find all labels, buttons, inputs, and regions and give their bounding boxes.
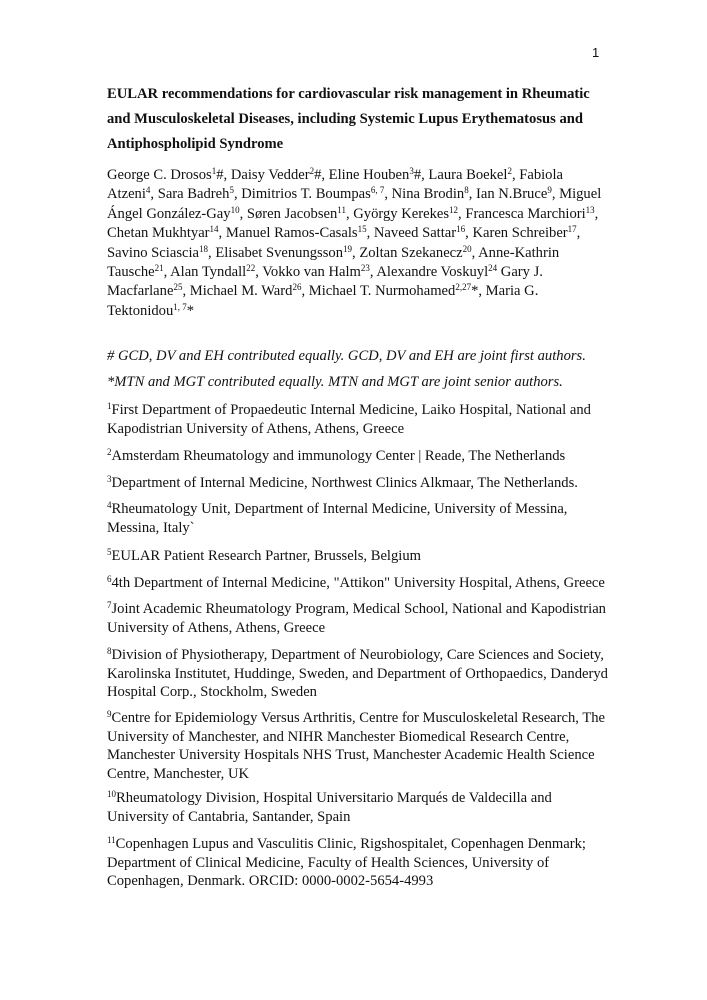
author-text: , Søren Jacobsen	[239, 205, 338, 222]
author-text: Macfarlane	[107, 283, 174, 300]
affiliation-text: University of Cantabria, Santander, Spain	[107, 808, 351, 825]
author-text: *, Maria G.	[471, 283, 539, 300]
affiliation-line	[107, 619, 627, 638]
author-text: Tektonidou	[107, 302, 174, 319]
affiliation-text: Kapodistrian University of Athens, Athens, Greece	[107, 420, 405, 437]
affiliation-superscript: 19	[343, 243, 353, 254]
title-line: Antiphospholipid Syndrome	[107, 136, 284, 152]
author-text: , Fabiola	[511, 167, 564, 183]
author-text: , Sara Badreh	[150, 186, 230, 203]
author-list	[107, 166, 627, 321]
affiliation-line	[107, 547, 627, 566]
affiliation-line	[107, 665, 627, 684]
affiliation-9	[107, 709, 627, 783]
affiliation-superscript: 16	[456, 224, 466, 235]
affiliation-text: Joint Academic Rheumatology Program, Medical School, National and Kapodistrian	[111, 601, 606, 617]
affiliation-text: Department of Clinical Medicine, Faculty of Health Sciences, University of	[107, 854, 550, 871]
author-text: #, Laura Boekel	[413, 167, 508, 183]
affiliation-superscript: 24	[488, 263, 498, 274]
affiliation-line	[107, 854, 627, 873]
affiliation-superscript: 25	[173, 282, 183, 293]
author-text: Savino Sciascia	[107, 244, 200, 261]
author-text: , Anne-Kathrin	[471, 244, 560, 261]
affiliation-superscript: 17	[567, 224, 577, 235]
equal-contribution-note-first: # GCD, DV and EH contributed equally. GCD, DV and EH are joint first authors.	[107, 348, 586, 364]
affiliation-11	[107, 835, 627, 891]
affiliation-line	[107, 746, 627, 765]
affiliation-superscript: 6, 7	[370, 185, 385, 196]
author-line	[107, 263, 627, 282]
affiliation-superscript: 11	[337, 204, 346, 215]
affiliation-number: 2	[107, 447, 112, 457]
author-text: , Dimitrios T. Boumpas	[233, 186, 371, 203]
author-text: , Miguel	[551, 186, 602, 203]
affiliation-10	[107, 789, 627, 826]
affiliation-text: Amsterdam Rheumatology and immunology Center | Reade, The Netherlands	[111, 448, 566, 464]
author-text: , Vokko van Halm	[255, 264, 361, 281]
affiliation-number: 9	[107, 709, 112, 719]
author-text: , Manuel Ramos-Casals	[218, 225, 358, 242]
affiliation-superscript: 15	[357, 224, 367, 235]
affiliation-superscript: 23	[360, 263, 370, 274]
page-number: 1	[592, 45, 600, 60]
affiliation-text: 4th Department of Internal Medicine, "Attikon" University Hospital, Athens, Greece	[111, 575, 605, 591]
author-line	[107, 244, 627, 263]
author-line	[107, 185, 627, 204]
affiliation-superscript: 18	[199, 243, 209, 254]
affiliation-number: 5	[107, 547, 112, 557]
affiliation-2	[107, 447, 627, 466]
equal-contribution-note-senior: *MTN and MGT contributed equally. MTN and MGT are joint senior authors.	[107, 374, 563, 390]
affiliation-text: Centre, Manchester, UK	[107, 765, 250, 782]
affiliation-superscript: 2	[309, 166, 315, 176]
affiliation-superscript: 10	[230, 204, 240, 215]
affiliation-superscript: 26	[292, 282, 302, 293]
author-text: #, Daisy Vedder	[216, 167, 310, 183]
affiliation-superscript: 13	[585, 204, 595, 215]
affiliation-text: First Department of Propaedeutic Internal Medicine, Laiko Hospital, National and	[111, 402, 591, 418]
affiliation-number: 7	[107, 600, 112, 610]
affiliation-superscript: 3	[409, 166, 414, 176]
affiliation-superscript: 1	[211, 166, 217, 176]
affiliation-superscript: 1, 7	[173, 301, 187, 312]
affiliation-number: 3	[107, 474, 112, 484]
author-line	[107, 282, 627, 301]
author-text: , Ian N.Bruce	[468, 186, 548, 203]
affiliation-text: EULAR Patient Research Partner, Brussels, Belgium	[111, 548, 421, 564]
author-text: ,	[594, 205, 599, 222]
affiliation-number: 10	[107, 789, 116, 799]
author-line	[107, 224, 627, 243]
affiliation-line	[107, 683, 627, 702]
affiliation-text: Centre for Epidemiology Versus Arthritis, Centre for Musculoskeletal Research, The	[111, 710, 606, 726]
author-text: , Zoltan Szekanecz	[352, 244, 463, 261]
affiliation-number: 4	[107, 500, 112, 510]
author-text: , Karen Schreiber	[465, 225, 568, 242]
author-text: , Elisabet Svenungsson	[208, 244, 344, 261]
affiliation-superscript: 12	[449, 204, 459, 215]
affiliation-superscript: 5	[229, 185, 234, 196]
author-text: , Alexandre Voskuyl	[369, 264, 489, 281]
affiliation-5	[107, 547, 627, 566]
author-text: Atzeni	[107, 186, 146, 203]
affiliation-line	[107, 789, 627, 808]
author-text: , Nina Brodin	[384, 186, 465, 203]
title-line: and Musculoskeletal Diseases, including Systemic Lupus Erythematosus and	[107, 111, 583, 127]
affiliation-text: Karolinska Institutet, Huddinge, Sweden, and Department of Orthopaedics, Danderyd	[107, 665, 608, 682]
affiliation-line	[107, 574, 627, 593]
affiliation-superscript: 2	[507, 166, 512, 176]
author-line	[107, 205, 627, 224]
author-text: , Michael M. Ward	[182, 283, 293, 300]
affiliation-superscript: 4	[145, 185, 151, 196]
author-text: ,	[576, 225, 581, 242]
affiliation-7	[107, 600, 627, 637]
paper-title	[107, 82, 627, 157]
affiliation-text: University of Manchester, and NIHR Manchester Biomedical Research Centre,	[107, 728, 570, 745]
affiliation-text: Copenhagen Lupus and Vasculitis Clinic, Rigshospitalet, Copenhagen Denmark;	[115, 836, 586, 852]
affiliation-number: 1	[107, 401, 112, 411]
affiliation-text: University of Athens, Athens, Greece	[107, 619, 326, 636]
affiliation-text: Manchester University Hospitals NHS Trust, Manchester Academic Health Science	[107, 747, 595, 763]
affiliation-line	[107, 447, 627, 466]
author-text: , Michael T. Nurmohamed	[301, 283, 456, 300]
affiliation-text: Rheumatology Division, Hospital Universitario Marqués de Valdecilla and	[116, 790, 552, 806]
affiliation-line	[107, 765, 627, 784]
affiliation-line	[107, 808, 627, 827]
title-line: EULAR recommendations for cardiovascular risk management in Rheumatic	[107, 86, 590, 102]
affiliation-line	[107, 474, 627, 493]
author-text: *	[186, 302, 195, 319]
author-text: , Francesca Marchiori	[458, 205, 586, 222]
affiliation-line	[107, 600, 627, 619]
affiliation-line	[107, 872, 627, 891]
author-text: , Naveed Sattar	[366, 225, 457, 242]
affiliation-text: Department of Internal Medicine, Northwest Clinics Alkmaar, The Netherlands.	[111, 475, 578, 491]
affiliation-text: Messina, Italy`	[107, 519, 195, 536]
affiliation-1	[107, 401, 627, 438]
author-line	[107, 166, 627, 185]
affiliation-text: Division of Physiotherapy, Department of Neurobiology, Care Sciences and Society,	[111, 647, 604, 663]
affiliation-number: 11	[107, 835, 116, 845]
affiliation-text: Copenhagen, Denmark. ORCID: 0000-0002-5654-4993	[107, 873, 434, 889]
affiliation-superscript: 2,27	[455, 282, 472, 293]
affiliation-4	[107, 500, 627, 537]
author-text: George C. Drosos	[107, 167, 212, 183]
affiliation-number: 6	[107, 574, 112, 584]
affiliation-number: 8	[107, 646, 112, 656]
affiliation-line	[107, 519, 627, 538]
author-text: , György Kerekes	[345, 205, 450, 222]
affiliation-line	[107, 646, 627, 665]
affiliation-superscript: 22	[246, 263, 256, 274]
affiliation-line	[107, 401, 627, 420]
affiliation-superscript: 9	[547, 185, 552, 196]
affiliation-text: Rheumatology Unit, Department of Internal Medicine, University of Messina,	[111, 501, 568, 517]
affiliation-superscript: 8	[464, 185, 469, 196]
affiliation-8	[107, 646, 627, 702]
affiliation-line	[107, 728, 627, 747]
author-line	[107, 302, 627, 321]
affiliation-6	[107, 574, 627, 593]
affiliation-text: Hospital Corp., Stockholm, Sweden	[107, 684, 317, 700]
affiliation-superscript: 14	[209, 224, 219, 235]
author-text: , Alan Tyndall	[163, 264, 247, 281]
author-text: Chetan Mukhtyar	[107, 225, 210, 242]
author-text: Gary J.	[497, 264, 543, 281]
author-text: Tausche	[107, 264, 155, 281]
affiliation-3	[107, 474, 627, 493]
author-text: #, Eline Houben	[314, 167, 410, 183]
affiliation-line	[107, 420, 627, 439]
affiliation-line	[107, 709, 627, 728]
affiliation-line	[107, 500, 627, 519]
author-text: Ángel González-Gay	[107, 205, 231, 222]
affiliation-superscript: 20	[462, 243, 472, 254]
affiliation-line	[107, 835, 627, 854]
affiliation-superscript: 21	[154, 263, 164, 274]
